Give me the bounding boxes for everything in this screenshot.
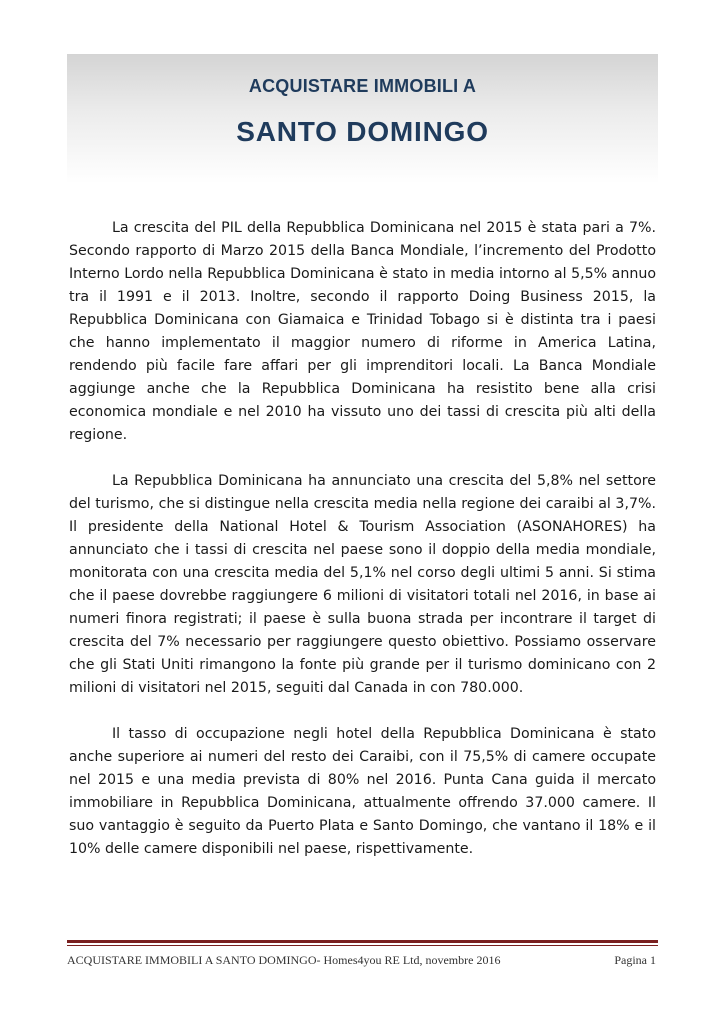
document-title-line1: ACQUISTARE IMMOBILI A — [248, 76, 477, 96]
paragraph-hotel-occupancy: Il tasso di occupazione negli hotel della Repubblica Dominicana è stato anche superiore ai numeri del resto dei Caraibi, con il 75,5% di camere occupate nel 2015 e una media prevista di 80% nel 2016. Punta Cana guida il mercato immobiliare in Repubblica Dominicana, attualmente offrendo 37.000 camere. Il suo vantaggio è seguito da Puerto Plata e Santo Domingo, che vantano il 18% e il 10% delle camere disponibili nel paese, rispettivamente. — [69, 726, 656, 857]
page-number: Pagina 1 — [614, 953, 656, 967]
document-body — [69, 217, 656, 884]
document-title-line2: SANTO DOMINGO — [236, 116, 489, 147]
paragraph-tourism-growth: La Repubblica Dominicana ha annunciato una crescita del 5,8% nel settore del turismo, che si distingue nella crescita media nella regione dei caraibi al 3,7%. Il presidente della National Hotel & Tourism Association (ASONAHORES) ha annunciato che i tassi di crescita nel paese sono il doppio della media mondiale, monitorata con una crescita media del 5,1% nel corso degli ultimi 5 anni. Si stima che il paese dovrebbe raggiungere 6 milioni di visitatori totali nel 2016, in base ai numeri finora registrati; il paese è sulla buona strada per incontrare il target di crescita del 7% necessario per raggiungere questo obiettivo. Possiamo osservare che gli Stati Uniti rimangono la fonte più grande per il turismo dominicano con 2 milioni di visitatori nel 2015, seguiti dal Canada in con 780.000. — [69, 473, 656, 696]
paragraph-gdp-growth: La crescita del PIL della Repubblica Dominicana nel 2015 è stata pari a 7%. Secondo rapporto di Marzo 2015 della Banca Mondiale, l’incremento del Prodotto Interno Lordo nella Repubblica Dominicana è stato in media intorno al 5,5% annuo tra il 1991 e il 2013. Inoltre, secondo il rapporto Doing Business 2015, la Repubblica Dominicana con Giamaica e Trinidad Tobago si è distinta tra i paesi che hanno implementato il maggior numero di riforme in America Latina, rendendo più facile fare affari per gli imprenditori locali. La Banca Mondiale aggiunge anche che la Repubblica Dominicana ha resistito bene alla crisi economica mondiale e nel 2010 ha vissuto uno dei tassi di crescita più alti della regione. — [69, 220, 656, 443]
footer-divider-thin — [67, 945, 658, 946]
footer-document-info: ACQUISTARE IMMOBILI A SANTO DOMINGO- Homes4you RE Ltd, novembre 2016 — [67, 953, 501, 967]
footer-divider — [67, 940, 658, 943]
